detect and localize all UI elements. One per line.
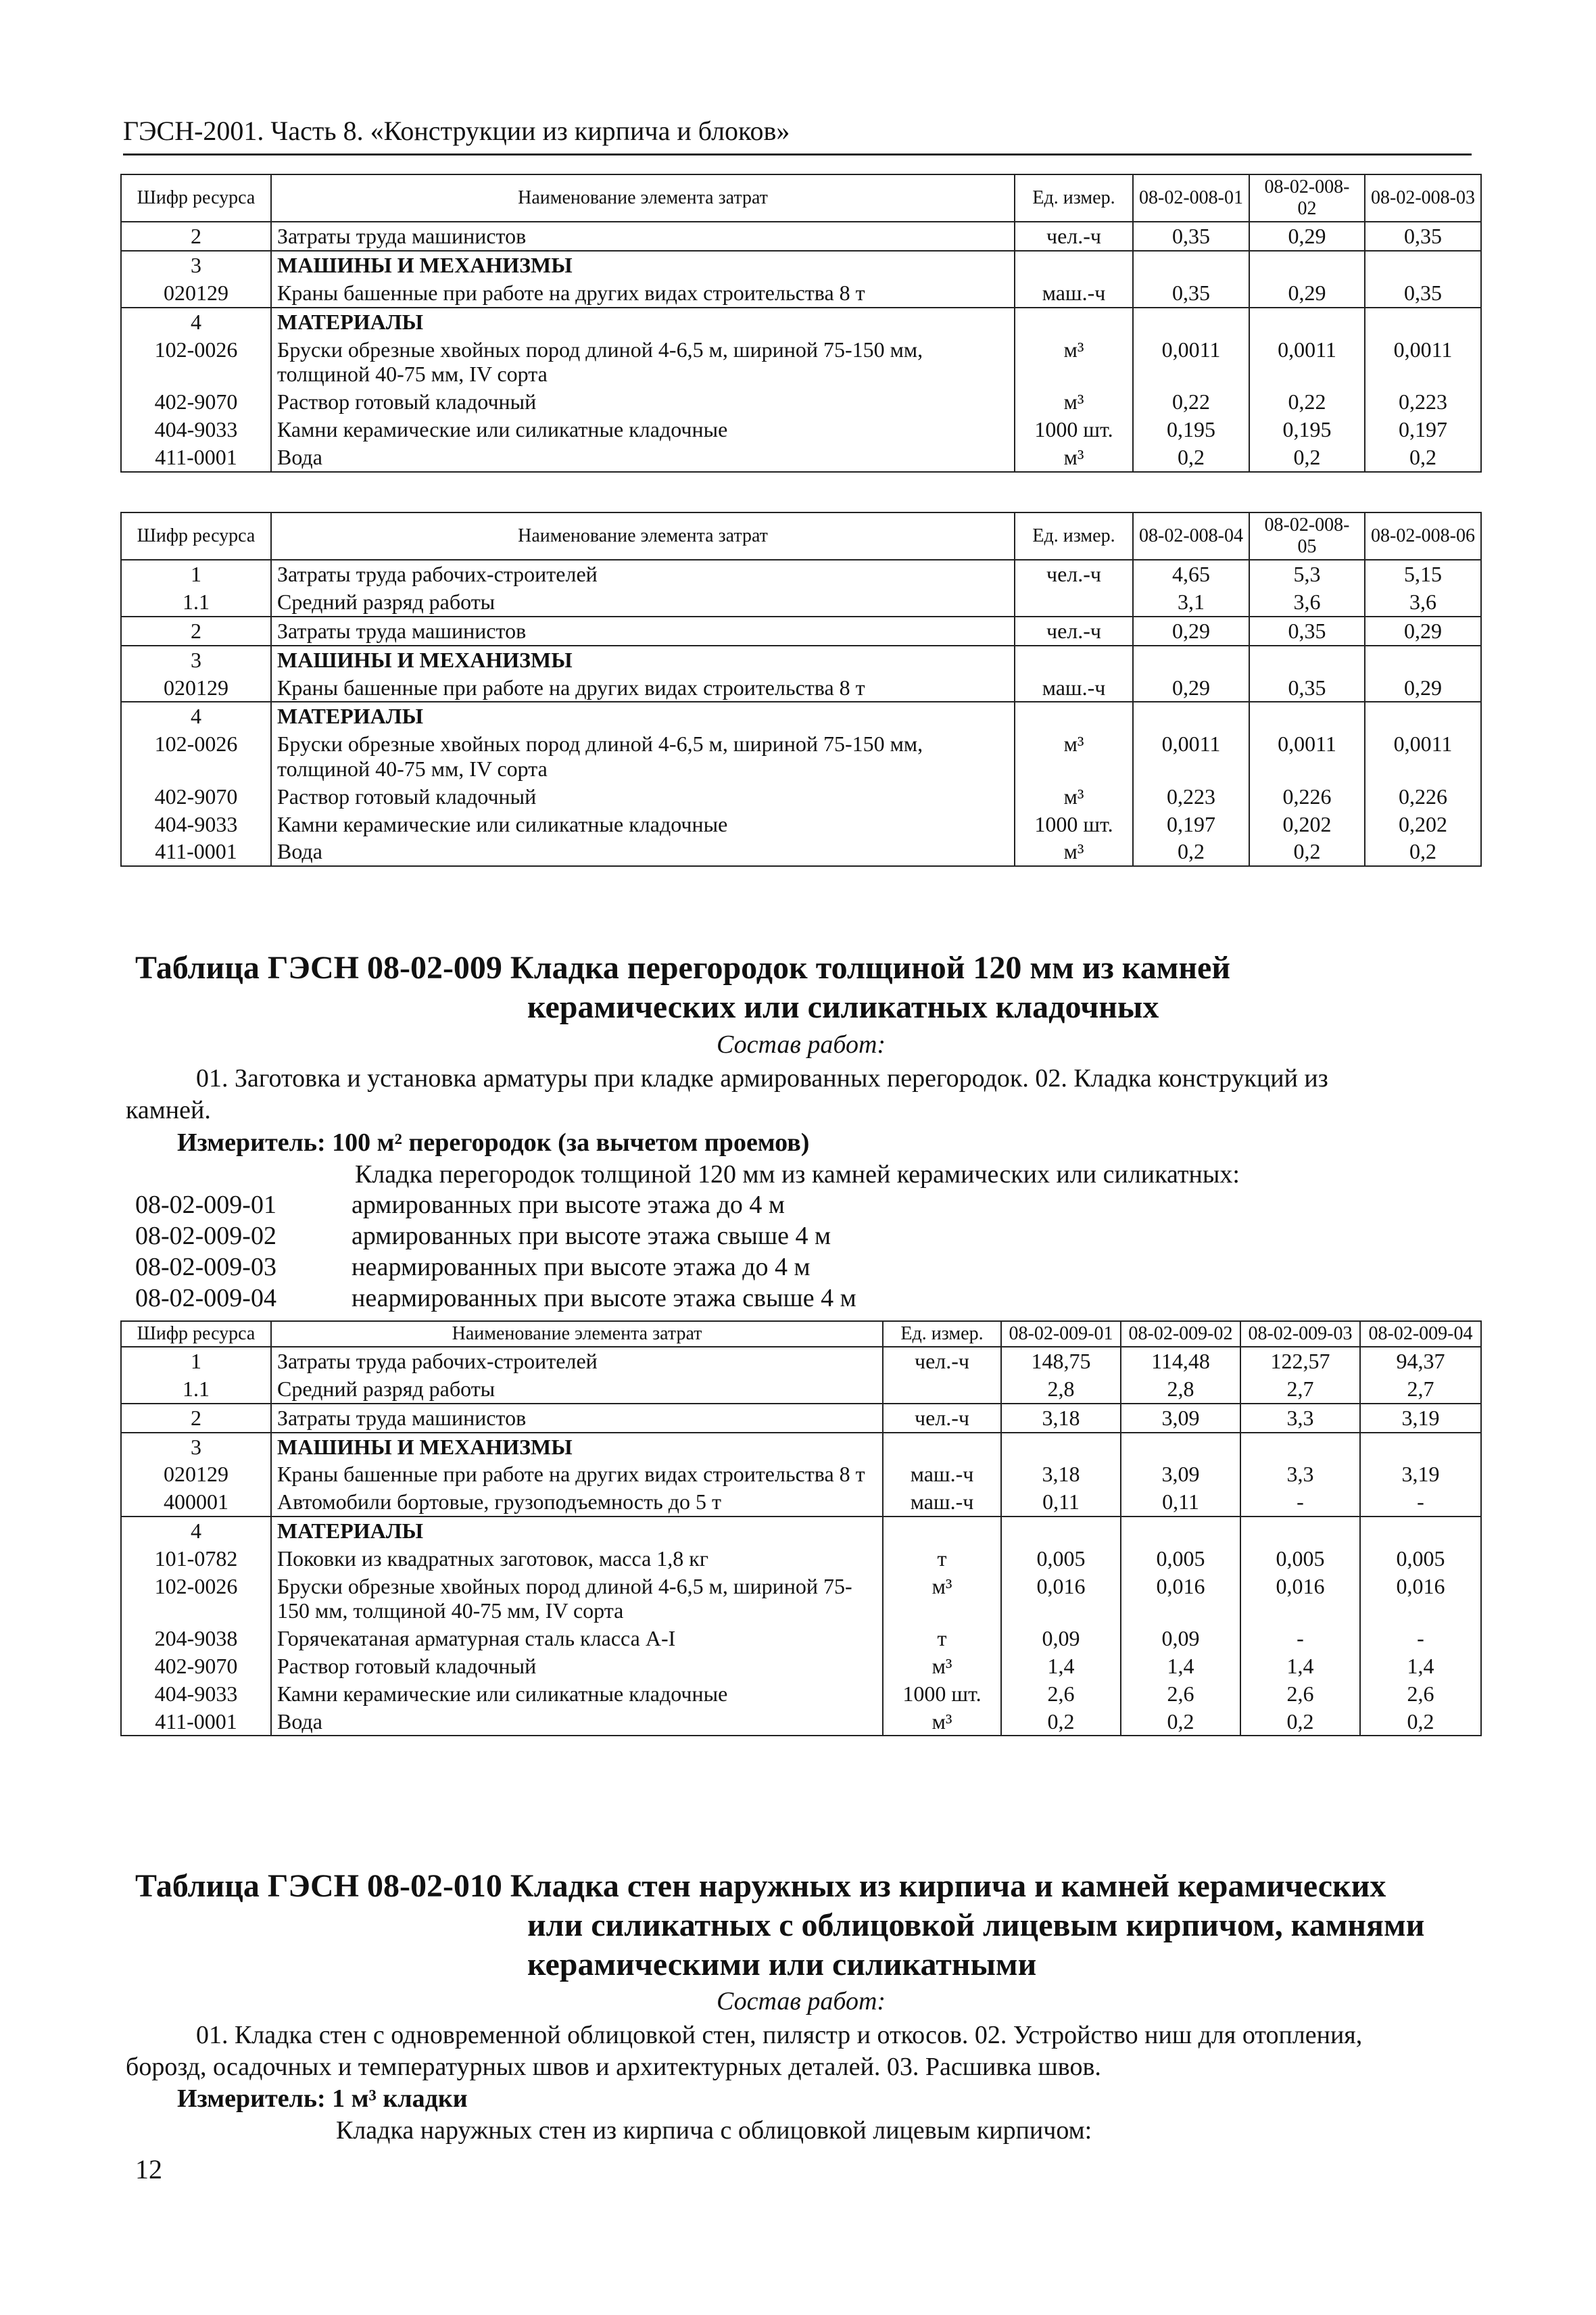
norm-value: 0,29 [1133,617,1249,646]
table-010-title-line1: Таблица ГЭСН 08-02-010 Кладка стен наружных из кирпича и камней керамических [135,1868,1386,1904]
section-heading: МАТЕРИАЛЫ [271,1517,883,1545]
variant-code: 08-02-009-04 [135,1284,276,1312]
norm-value: 3,3 [1240,1404,1360,1433]
table-row [121,1347,1481,1375]
norm-value: 0,2 [1360,1708,1481,1736]
resource-unit [883,1517,1001,1545]
norm-value: 0,35 [1365,279,1481,308]
resource-unit: т [883,1545,1001,1573]
resource-unit [1015,646,1133,674]
norm-value: 0,35 [1133,222,1249,251]
resource-code: 411-0001 [121,838,271,866]
resource-unit: т [883,1625,1001,1652]
table-row [121,336,1481,389]
resource-code: 204-9038 [121,1625,271,1652]
col-name-header: Наименование элемента затрат [271,1321,883,1347]
table-row [121,222,1481,251]
page-header: ГЭСН-2001. Часть 8. «Конструкции из кирпича и блоков» [123,115,1472,156]
norm-value: 1,4 [1360,1652,1481,1680]
table-row [121,1573,1481,1625]
resource-code: 4 [121,1517,271,1545]
norm-value: 0,005 [1121,1545,1240,1573]
resource-unit: м³ [1015,838,1133,866]
table-row [121,1680,1481,1708]
section-heading: МАТЕРИАЛЫ [271,702,1015,730]
norm-value: 0,0011 [1249,730,1365,783]
resource-name: Автомобили бортовые, грузоподъемность до 5 т [271,1488,883,1517]
works-label: Состав работ: [717,1987,886,2015]
table-row [121,811,1481,838]
norm-value: 0,005 [1240,1545,1360,1573]
norm-value: 0,35 [1249,617,1365,646]
resource-code: 400001 [121,1488,271,1517]
table-row [121,444,1481,472]
resource-code: 2 [121,222,271,251]
table-row [121,674,1481,702]
norm-value: 1,4 [1121,1652,1240,1680]
norm-value: 2,6 [1240,1680,1360,1708]
norm-value: - [1360,1488,1481,1517]
resource-name: Затраты труда рабочих-строителей [271,1347,883,1375]
works-text: камней. [126,1096,211,1124]
norm-value: 0,0011 [1365,730,1481,783]
col-norm-header: 08-02-009-04 [1360,1321,1481,1347]
col-norm-header: 08-02-009-03 [1240,1321,1360,1347]
norm-value: 0,2 [1249,838,1365,866]
variant-text: неармированных при высоте этажа до 4 м [352,1253,811,1281]
resource-unit: м³ [1015,388,1133,416]
norm-value: 114,48 [1121,1347,1240,1375]
table-row [121,617,1481,646]
resource-unit: м³ [883,1708,1001,1736]
table-row [121,388,1481,416]
resource-name: Краны башенные при работе на других видах строительства 8 т [271,674,1015,702]
norm-value [1365,308,1481,336]
table-header-row [121,1321,1481,1347]
table-row [121,1708,1481,1736]
resource-name: Затраты труда машинистов [271,222,1015,251]
table-row [121,1375,1481,1404]
norm-value: 122,57 [1240,1347,1360,1375]
norm-value: 2,6 [1001,1680,1121,1708]
meter-line: Измеритель: 1 м³ кладки [177,2084,468,2113]
section-heading: МАТЕРИАЛЫ [271,308,1015,336]
norm-value: 0,223 [1365,388,1481,416]
norm-value: 3,6 [1249,588,1365,617]
table-row [121,560,1481,588]
norm-value: 0,195 [1249,416,1365,444]
norm-value [1133,251,1249,279]
resource-unit: м³ [1015,783,1133,811]
norm-value: 0,0011 [1365,336,1481,389]
norm-value: 0,2 [1001,1708,1121,1736]
resource-unit [1015,702,1133,730]
works-text: 01. Кладка стен с одновременной облицовкой стен, пилястр и откосов. 02. Устройство ниш для отопления, [196,2021,1363,2049]
resource-unit [1015,308,1133,336]
norm-value [1133,308,1249,336]
works-label: Состав работ: [717,1030,886,1059]
norm-value: 2,8 [1001,1375,1121,1404]
norm-value: 0,197 [1133,811,1249,838]
norm-value: 0,2 [1365,838,1481,866]
resource-name: Камни керамические или силикатные кладочные [271,811,1015,838]
table-row [121,588,1481,617]
norm-value: 0,22 [1249,388,1365,416]
norm-value: 94,37 [1360,1347,1481,1375]
norm-value: 2,8 [1121,1375,1240,1404]
norm-value: 0,016 [1360,1573,1481,1625]
resource-code: 2 [121,1404,271,1433]
resource-name: Вода [271,444,1015,472]
variant-text: армированных при высоте этажа свыше 4 м [352,1222,831,1250]
col-unit-header: Ед. измер. [1015,174,1133,222]
resource-name: Поковки из квадратных заготовок, масса 1,8 кг [271,1545,883,1573]
norm-value: 2,7 [1240,1375,1360,1404]
resource-name: Средний разряд работы [271,1375,883,1404]
resource-code: 411-0001 [121,1708,271,1736]
resource-name: Бруски обрезные хвойных пород длиной 4-6,5 м, шириной 75-150 мм, толщиной 40-75 мм, IV сорта [271,336,1015,389]
resource-unit: м³ [883,1573,1001,1625]
norm-value: 5,15 [1365,560,1481,588]
table-header-row [121,174,1481,222]
resource-unit: м³ [1015,730,1133,783]
resource-unit: м³ [1015,336,1133,389]
resource-unit [883,1375,1001,1404]
resource-code: 404-9033 [121,811,271,838]
resource-code: 1.1 [121,1375,271,1404]
resource-unit: чел.-ч [1015,222,1133,251]
norm-value: 0,2 [1133,444,1249,472]
col-name-header: Наименование элемента затрат [271,512,1015,560]
norm-value: 0,22 [1133,388,1249,416]
resource-unit: чел.-ч [883,1404,1001,1433]
norm-value: 0,202 [1249,811,1365,838]
norm-value: 0,2 [1133,838,1249,866]
norm-value: 0,005 [1001,1545,1121,1573]
norm-value [1249,308,1365,336]
norm-value: 0,29 [1365,617,1481,646]
table-row [121,838,1481,866]
norm-value [1133,646,1249,674]
norm-value [1249,646,1365,674]
resource-code: 3 [121,1433,271,1461]
meter-line: Измеритель: 100 м² перегородок (за вычетом проемов) [177,1128,810,1157]
works-text: борозд, осадочных и температурных швов и архитектурных деталей. 03. Расшивка швов. [126,2053,1101,2081]
table-row [121,1433,1481,1461]
variant-row [135,1190,1284,1220]
table-row [121,1404,1481,1433]
table-009-title-line2: керамических или силикатных кладочных [527,989,1159,1025]
resource-name: Средний разряд работы [271,588,1015,617]
norm-value: 4,65 [1133,560,1249,588]
col-norm-header: 08-02-008-02 [1249,174,1365,222]
norm-value: 1,4 [1240,1652,1360,1680]
norm-value [1001,1517,1121,1545]
norm-value: 0,197 [1365,416,1481,444]
table-row [121,308,1481,336]
table-row [121,1545,1481,1573]
resource-unit: 1000 шт. [1015,811,1133,838]
norm-value: 0,223 [1133,783,1249,811]
norm-value: 0,226 [1249,783,1365,811]
variant-text: неармированных при высоте этажа свыше 4 м [352,1284,856,1312]
resource-code: 020129 [121,279,271,308]
norm-value: 0,09 [1001,1625,1121,1652]
norm-value: 0,226 [1365,783,1481,811]
col-unit-header: Ед. измер. [883,1321,1001,1347]
norm-value [1365,702,1481,730]
resource-name: Краны башенные при работе на других видах строительства 8 т [271,1460,883,1488]
resource-unit [883,1433,1001,1461]
table-row [121,416,1481,444]
resource-unit [1015,251,1133,279]
variant-row [135,1283,1284,1313]
norm-value [1121,1433,1240,1461]
norm-value: 0,29 [1133,674,1249,702]
resource-unit [1015,588,1133,617]
resource-code: 4 [121,308,271,336]
col-name-header: Наименование элемента затрат [271,174,1015,222]
norm-value: 0,2 [1365,444,1481,472]
norm-value: 0,11 [1121,1488,1240,1517]
norm-value: 0,005 [1360,1545,1481,1573]
table-row [121,702,1481,730]
norm-value: - [1240,1488,1360,1517]
col-norm-header: 08-02-008-04 [1133,512,1249,560]
resource-unit: чел.-ч [883,1347,1001,1375]
norm-value [1365,646,1481,674]
norm-value: 1,4 [1001,1652,1121,1680]
resource-table-008-04-06 [120,512,1482,867]
norm-value: 0,35 [1133,279,1249,308]
resource-code: 404-9033 [121,1680,271,1708]
norm-value: 0,016 [1121,1573,1240,1625]
resource-unit: маш.-ч [1015,279,1133,308]
variant-code: 08-02-009-01 [135,1191,276,1219]
norm-value: 2,6 [1360,1680,1481,1708]
resource-unit: чел.-ч [1015,617,1133,646]
norm-value: 0,29 [1365,674,1481,702]
norm-value [1133,702,1249,730]
norm-value: - [1240,1625,1360,1652]
norm-value: 5,3 [1249,560,1365,588]
resource-code: 404-9033 [121,416,271,444]
resource-code: 411-0001 [121,444,271,472]
norm-value: 0,016 [1001,1573,1121,1625]
resource-name: Краны башенные при работе на других видах строительства 8 т [271,279,1015,308]
norm-value: 0,09 [1121,1625,1240,1652]
resource-code: 1 [121,1347,271,1375]
col-norm-header: 08-02-009-01 [1001,1321,1121,1347]
norm-value: 0,2 [1249,444,1365,472]
norm-value [1360,1517,1481,1545]
resource-table-009 [120,1320,1482,1736]
resource-code: 102-0026 [121,336,271,389]
norm-value: 0,11 [1001,1488,1121,1517]
norm-value: 2,6 [1121,1680,1240,1708]
norm-value: 3,1 [1133,588,1249,617]
resource-unit: маш.-ч [883,1488,1001,1517]
norm-value [1249,702,1365,730]
norm-value: 3,18 [1001,1460,1121,1488]
norm-value: 0,2 [1121,1708,1240,1736]
section-heading: МАШИНЫ И МЕХАНИЗМЫ [271,1433,883,1461]
norm-value: 0,195 [1133,416,1249,444]
norm-value [1249,251,1365,279]
resource-code: 020129 [121,1460,271,1488]
norm-value [1365,251,1481,279]
resource-code: 1.1 [121,588,271,617]
resource-name: Раствор готовый кладочный [271,783,1015,811]
col-code-header: Шифр ресурса [121,1321,271,1347]
norm-value [1360,1433,1481,1461]
table-row [121,783,1481,811]
norm-value [1001,1433,1121,1461]
col-code-header: Шифр ресурса [121,512,271,560]
norm-value: 0,35 [1365,222,1481,251]
table-row [121,1625,1481,1652]
variants-intro: Кладка перегородок толщиной 120 мм из камней керамических или силикатных: [355,1160,1240,1189]
table-row [121,730,1481,783]
col-unit-header: Ед. измер. [1015,512,1133,560]
col-norm-header: 08-02-008-03 [1365,174,1481,222]
table-010-title-line3: керамическими или силикатными [527,1947,1037,1982]
table-009-title-line1: Таблица ГЭСН 08-02-009 Кладка перегородок толщиной 120 мм из камней [135,950,1230,986]
variants-intro: Кладка наружных стен из кирпича с облицовкой лицевым кирпичом: [336,2116,1092,2145]
resource-name: Раствор готовый кладочный [271,388,1015,416]
resource-unit: 1000 шт. [1015,416,1133,444]
table-010-title-line2: или силикатных с облицовкой лицевым кирпичом, камнями [527,1907,1425,1943]
resource-name: Горячекатаная арматурная сталь класса А-I [271,1625,883,1652]
works-text: 01. Заготовка и установка арматуры при кладке армированных перегородок. 02. Кладка конструкций из [196,1064,1328,1093]
resource-name: Камни керамические или силикатные кладочные [271,416,1015,444]
resource-code: 101-0782 [121,1545,271,1573]
resource-unit: 1000 шт. [883,1680,1001,1708]
resource-unit: м³ [883,1652,1001,1680]
norm-value: 3,09 [1121,1404,1240,1433]
table-row [121,251,1481,279]
resource-unit: м³ [1015,444,1133,472]
norm-value: 0,35 [1249,674,1365,702]
col-norm-header: 08-02-008-06 [1365,512,1481,560]
resource-unit: чел.-ч [1015,560,1133,588]
resource-code: 102-0026 [121,1573,271,1625]
norm-value: 0,0011 [1133,730,1249,783]
section-heading: МАШИНЫ И МЕХАНИЗМЫ [271,251,1015,279]
resource-name: Затраты труда машинистов [271,617,1015,646]
col-norm-header: 08-02-008-01 [1133,174,1249,222]
norm-value: 148,75 [1001,1347,1121,1375]
col-norm-header: 08-02-009-02 [1121,1321,1240,1347]
norm-value [1240,1433,1360,1461]
resource-table-008-01-03 [120,174,1482,473]
table-row [121,1517,1481,1545]
variant-row [135,1252,1284,1282]
variant-row [135,1221,1284,1251]
table-header-row [121,512,1481,560]
resource-name: Вода [271,1708,883,1736]
norm-value: 0,0011 [1249,336,1365,389]
resource-name: Раствор готовый кладочный [271,1652,883,1680]
variant-code: 08-02-009-02 [135,1222,276,1250]
resource-name: Бруски обрезные хвойных пород длиной 4-6,5 м, шириной 75-150 мм, толщиной 40-75 мм, IV сорта [271,1573,883,1625]
resource-code: 2 [121,617,271,646]
norm-value [1240,1517,1360,1545]
resource-code: 4 [121,702,271,730]
resource-code: 402-9070 [121,1652,271,1680]
resource-code: 3 [121,251,271,279]
page-number: 12 [135,2154,162,2185]
resource-code: 020129 [121,674,271,702]
resource-name: Бруски обрезные хвойных пород длиной 4-6,5 м, шириной 75-150 мм, толщиной 40-75 мм, IV сорта [271,730,1015,783]
table-row [121,1488,1481,1517]
table-row [121,279,1481,308]
norm-value: 3,19 [1360,1460,1481,1488]
variant-code: 08-02-009-03 [135,1253,276,1281]
norm-value [1121,1517,1240,1545]
norm-value: 0,016 [1240,1573,1360,1625]
table-row [121,1460,1481,1488]
norm-value: 0,29 [1249,222,1365,251]
norm-value: - [1360,1625,1481,1652]
norm-value: 3,09 [1121,1460,1240,1488]
resource-name: Вода [271,838,1015,866]
resource-name: Затраты труда машинистов [271,1404,883,1433]
norm-value: 3,6 [1365,588,1481,617]
col-code-header: Шифр ресурса [121,174,271,222]
resource-name: Камни керамические или силикатные кладочные [271,1680,883,1708]
norm-value: 3,19 [1360,1404,1481,1433]
table-row [121,1652,1481,1680]
table-row [121,646,1481,674]
resource-name: Затраты труда рабочих-строителей [271,560,1015,588]
norm-value: 0,0011 [1133,336,1249,389]
resource-code: 402-9070 [121,388,271,416]
col-norm-header: 08-02-008-05 [1249,512,1365,560]
norm-value: 0,29 [1249,279,1365,308]
norm-value: 2,7 [1360,1375,1481,1404]
norm-value: 3,3 [1240,1460,1360,1488]
section-heading: МАШИНЫ И МЕХАНИЗМЫ [271,646,1015,674]
resource-code: 1 [121,560,271,588]
resource-unit: маш.-ч [883,1460,1001,1488]
resource-unit: маш.-ч [1015,674,1133,702]
resource-code: 102-0026 [121,730,271,783]
norm-value: 0,202 [1365,811,1481,838]
resource-code: 402-9070 [121,783,271,811]
norm-value: 0,2 [1240,1708,1360,1736]
variant-text: армированных при высоте этажа до 4 м [352,1191,785,1219]
resource-code: 3 [121,646,271,674]
norm-value: 3,18 [1001,1404,1121,1433]
